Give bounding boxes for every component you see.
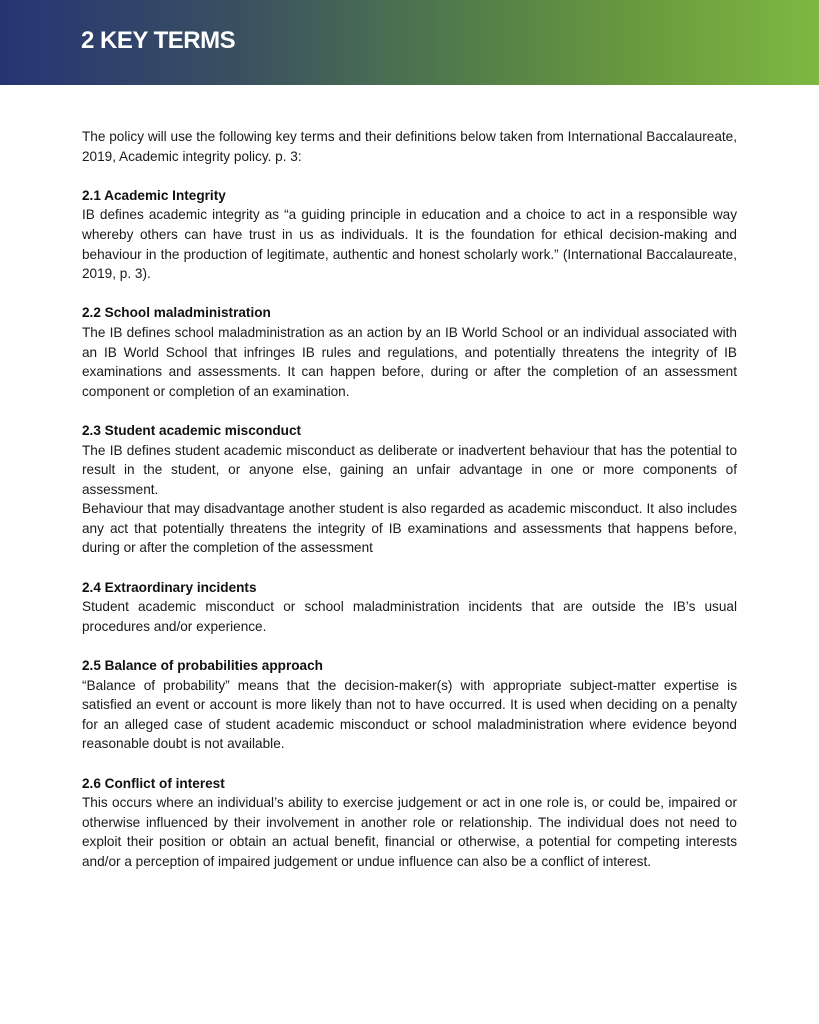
section-paragraph: “Balance of probability” means that the decision-maker(s) with appropriate subject-matter expertise is satisfied an event or account is more likely than not to have occurred. It is used when deciding on a penalty for an alleged case of student academic misconduct or school maladministration where evidence beyond reasonable doubt is not available.	[82, 677, 737, 752]
section-student-academic-misconduct	[82, 421, 737, 558]
section-paragraph: The IB defines student academic misconduct as deliberate or inadvertent behaviour that has the potential to result in the student, or anyone else, gaining an unfair advantage in one or more components of assessment.	[82, 442, 737, 497]
section-heading: 2.2 School maladministration	[82, 305, 271, 321]
section-paragraph: The IB defines school maladministration as an action by an IB World School or an individual associated with an IB World School that infringes IB rules and regulations, and potentially threatens the integrity of IB examinations and assessments. It can happen before, during or after the completion of an assessment component or completion of an examination.	[82, 324, 737, 399]
section-banner	[0, 0, 819, 85]
section-title: 2 KEY TERMS	[81, 27, 236, 54]
section-heading: 2.3 Student academic misconduct	[82, 422, 302, 438]
section-heading: 2.4 Extraordinary incidents	[82, 579, 257, 595]
section-heading: 2.6 Conflict of interest	[82, 775, 225, 791]
section-paragraph: IB defines academic integrity as “a guiding principle in education and a choice to act in a responsible way whereby others can have trust in us as individuals. It is the foundation for ethical decision-making and behaviour in the production of legitimate, authentic and honest scholarly work.” (International Baccalaureate, 2019, p. 3).	[82, 207, 737, 282]
section-balance-of-probabilities	[82, 656, 737, 754]
section-school-maladministration	[82, 303, 737, 401]
section-heading: 2.1 Academic Integrity	[82, 187, 226, 203]
section-paragraph: Student academic misconduct or school maladministration incidents that are outside the IB’s usual procedures and/or experience.	[82, 599, 737, 634]
section-academic-integrity	[82, 186, 737, 284]
section-extraordinary-incidents	[82, 578, 737, 637]
document-body	[82, 127, 737, 891]
section-paragraph: Behaviour that may disadvantage another student is also regarded as academic misconduct. It also includes any act that potentially threatens the integrity of IB examinations and assessments that happens before, during or after the completion of the assessment	[82, 501, 737, 556]
section-conflict-of-interest	[82, 774, 737, 872]
section-paragraph: This occurs where an individual’s ability to exercise judgement or act in one role is, or could be, impaired or otherwise influenced by their involvement in another role or relationship. The individual does not need to exploit their position or obtain an actual benefit, financial or otherwise, a potential for competing interests and/or a perception of impaired judgement or undue influence can also be a conflict of interest.	[82, 795, 737, 869]
intro-paragraph: The policy will use the following key terms and their definitions below taken from International Baccalaureate, 2019, Academic integrity policy. p. 3:	[82, 129, 737, 164]
section-heading: 2.5 Balance of probabilities approach	[82, 658, 323, 674]
